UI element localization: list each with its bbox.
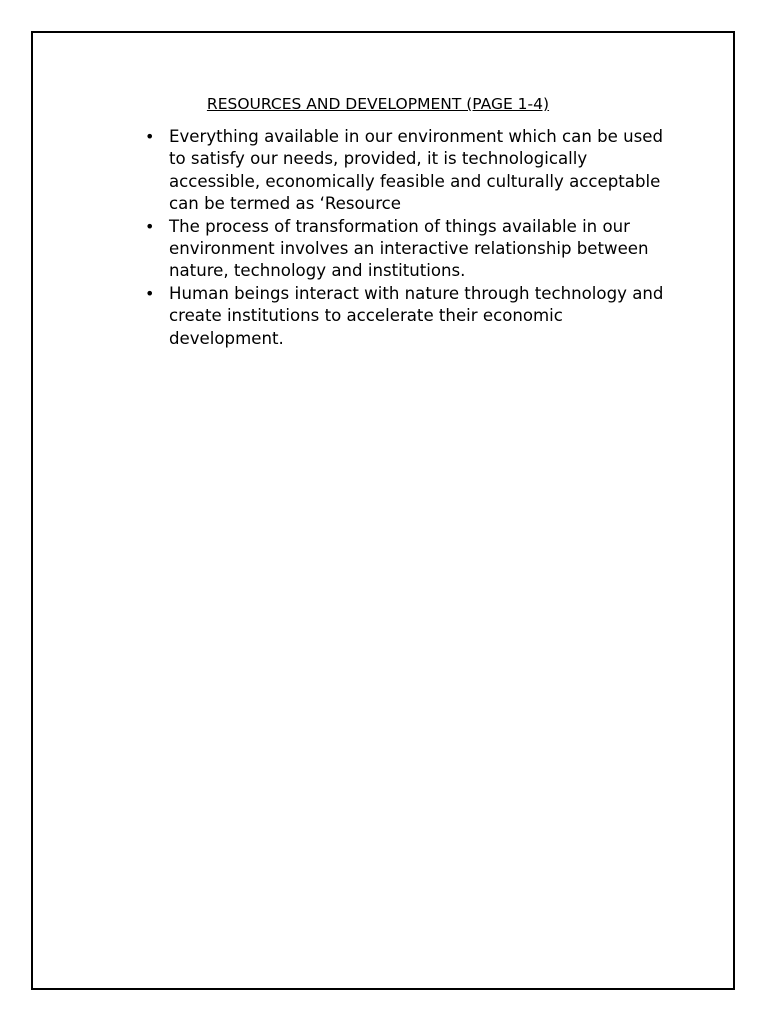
list-item-text: Human beings interact with nature through technology and create institutions to accelerate their economic development. [169, 283, 664, 348]
list-item [137, 126, 677, 216]
list-item-text: The process of transformation of things available in our environment involves an interactive relationship between nature, technology and institutions. [169, 216, 649, 281]
bullet-icon: • [145, 216, 155, 236]
page-title: RESOURCES AND DEVELOPMENT (PAGE 1-4) [206, 95, 550, 113]
list-item [137, 216, 677, 283]
list-item-text: Everything available in our environment which can be used to satisfy our needs, provided, it is technologically accessible, economically feasible and culturally acceptable can be termed as ‘Resource [169, 127, 664, 214]
page-frame [31, 31, 735, 990]
bullet-icon: • [145, 283, 155, 303]
bullet-icon: • [145, 127, 155, 146]
bullet-list [137, 126, 677, 350]
list-item [137, 283, 677, 350]
